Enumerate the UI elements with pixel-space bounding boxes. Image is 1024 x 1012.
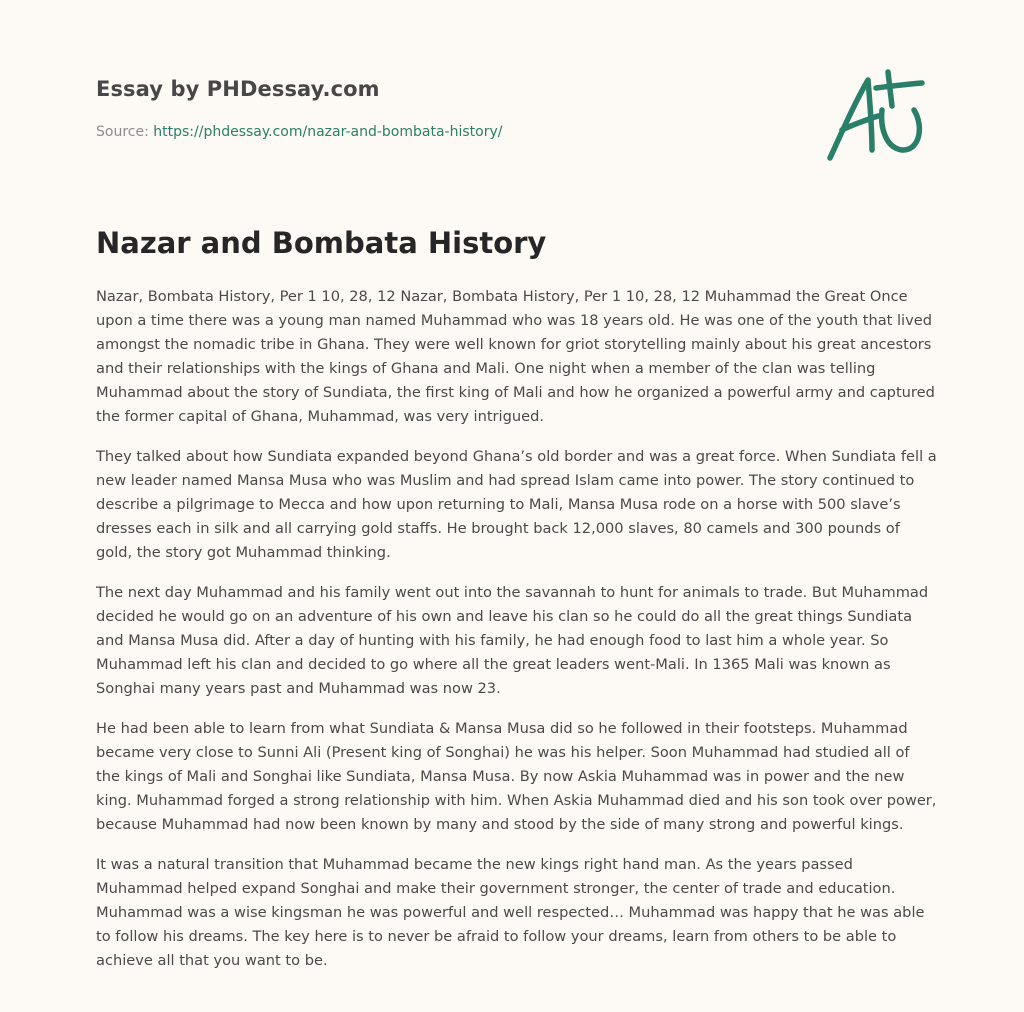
essay-paragraph: The next day Muhammad and his family went out into the savannah to hunt for animals to trade. But Muhammad decided he would go on an adventure of his own and leave his clan so he could do all the great things Sundiata and Mansa Musa did. After a day of hunting with his family, he had enough food to last him a whole year. So Muhammad left his clan and decided to go where all the great leaders went-Mali. In 1365 Mali was known as Songhai many years past and Muhammad was now 23. bbox=[96, 584, 929, 697]
grade-a-plus-logo-icon bbox=[818, 66, 930, 166]
source-line bbox=[96, 124, 502, 140]
source-label: Source: bbox=[96, 124, 154, 140]
essay-body bbox=[96, 285, 938, 989]
essay-paragraph: It was a natural transition that Muhammad became the new kings right hand man. As the years passed Muhammad helped expand Songhai and make their government stronger, the center of trade and education. Muhammad was a wise kingsman he was powerful and well respected… Muhammad was happy that he was able to follow his dreams. The key here is to never be afraid to follow your dreams, learn from others to be able to achieve all that you want to be. bbox=[96, 856, 925, 969]
essay-paragraph: He had been able to learn from what Sundiata & Mansa Musa did so he followed in their footsteps. Muhammad became very close to Sunni Ali (Present king of Songhai) he was his helper. Soon Muhammad had studied all of the kings of Mali and Songhai like Sundiata, Mansa Musa. By now Askia Muhammad was in power and the new king. Muhammad forged a strong relationship with him. When Askia Muhammad died and his son took over power, because Muhammad had now been known by many and stood by the side of many strong and powerful kings. bbox=[96, 720, 937, 833]
source-link[interactable]: https://phdessay.com/nazar-and-bombata-history/ bbox=[153, 124, 503, 140]
document-title: Nazar and Bombata History bbox=[96, 226, 547, 260]
essay-paragraph: Nazar, Bombata History, Per 1 10, 28, 12 Nazar, Bombata History, Per 1 10, 28, 12 Muhammad the Great Once upon a time there was a young man named Muhammad who was 18 years old. He was one of the youth that lived amongst the nomadic tribe in Ghana. They were well known for griot storytelling mainly about his great ancestors and their relationships with the kings of Ghana and Mali. One night when a member of the clan was telling Muhammad about the story of Sundiata, the first king of Mali and how he organized a powerful army and captured the former capital of Ghana, Muhammad, was very intrigued. bbox=[96, 288, 935, 425]
essay-paragraph: They talked about how Sundiata expanded beyond Ghana’s old border and was a great force. When Sundiata fell a new leader named Mansa Musa who was Muslim and had spread Islam came into power. The story continued to describe a pilgrimage to Mecca and how upon returning to Mali, Mansa Musa rode on a horse with 500 slave’s dresses each in silk and all carrying gold staffs. He brought back 12,000 slaves, 80 camels and 300 pounds of gold, the story got Muhammad thinking. bbox=[96, 448, 937, 561]
site-title: Essay by PHDessay.com bbox=[96, 77, 380, 101]
